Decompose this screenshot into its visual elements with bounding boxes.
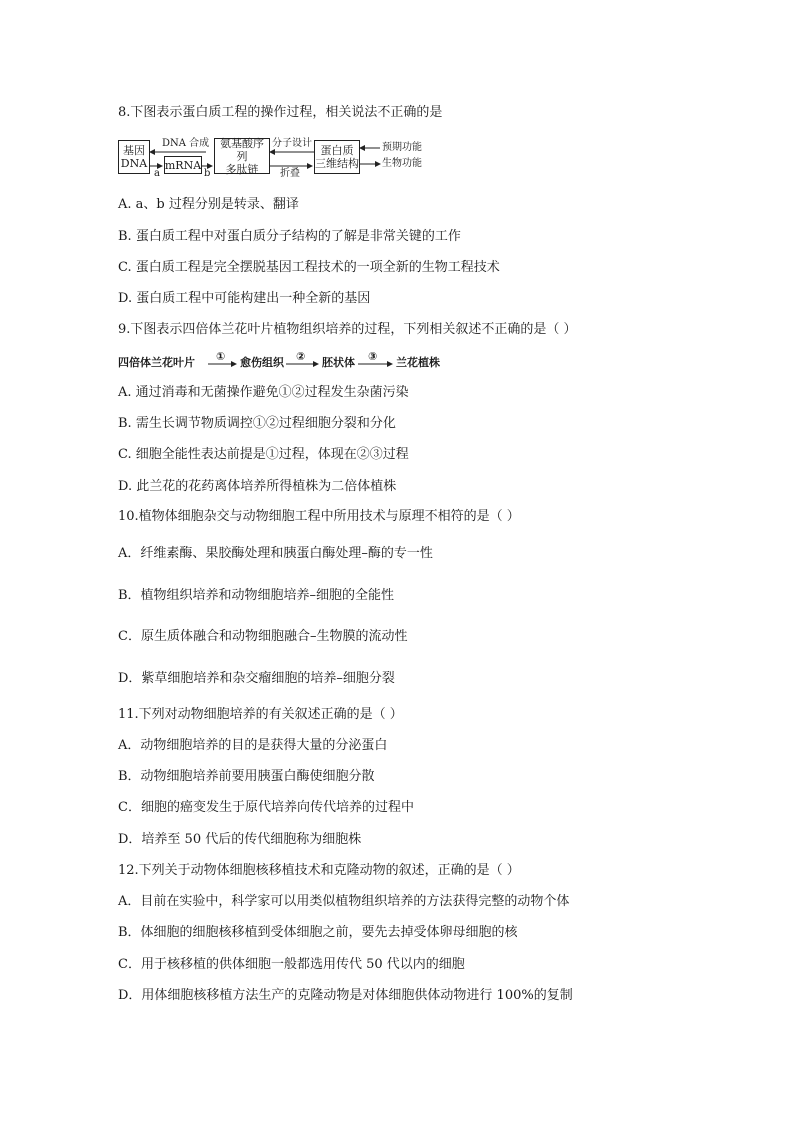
- q8-option-b: B. 蛋白质工程中对蛋白质分子结构的了解是非常关键的工作: [118, 229, 461, 244]
- question-8-stem: 8.下图表示蛋白质工程的操作过程，相关说法不正确的是: [118, 105, 443, 120]
- gene-dna-line-2: DNA: [120, 157, 148, 170]
- q12-option-a: A．目前在实验中，科学家可以用类似植物组织培养的方法获得完整的动物个体: [118, 894, 570, 909]
- folding-label: 折叠: [280, 168, 300, 179]
- amino-acid-sequence-box: [214, 138, 270, 174]
- flow-step-embryoid: 胚状体: [322, 356, 355, 369]
- q9-option-a: A. 通过消毒和无菌操作避免①②过程发生杂菌污染: [118, 385, 409, 400]
- q12-option-c: C．用于核移植的供体细胞一般都选用传代 50 代以内的细胞: [118, 957, 465, 972]
- label-a: a: [154, 168, 160, 179]
- q8-option-d: D. 蛋白质工程中可能构建出一种全新的基因: [118, 291, 371, 306]
- q10-option-c: C．原生质体融合和动物细胞融合–生物膜的流动性: [118, 629, 408, 644]
- q12-option-d: D．用体细胞核移植方法生产的克隆动物是对体细胞供体动物进行 100%的复制: [118, 988, 573, 1003]
- question-10-stem: 10.植物体细胞杂交与动物细胞工程中所用技术与原理不相符的是（ ）: [118, 509, 520, 524]
- protein-line-2: 三维结构: [315, 157, 359, 170]
- mrna-box: [164, 156, 202, 174]
- q11-option-d: D．培养至 50 代后的传代细胞称为细胞株: [118, 832, 362, 847]
- flow-circle-2: ②: [296, 350, 306, 363]
- protein-line-1: 蛋白质: [320, 144, 354, 157]
- protein-engineering-diagram: [118, 134, 422, 180]
- q9-option-b: B. 需生长调节物质调控①②过程细胞分裂和分化: [118, 416, 396, 431]
- gene-dna-line-1: 基因: [123, 144, 145, 157]
- molecular-design-label: 分子设计: [272, 138, 312, 149]
- q12-option-b: B．体细胞的细胞核移植到受体细胞之前，要先去掉受体卵母细胞的核: [118, 925, 518, 940]
- q11-option-c: C．细胞的癌变发生于原代培养向传代培养的过程中: [118, 800, 414, 815]
- question-12-stem: 12.下列关于动物体细胞核移植技术和克隆动物的叙述，正确的是（ ）: [118, 863, 520, 878]
- q8-option-a: A. a、b 过程分别是转录、翻译: [118, 197, 299, 212]
- orchid-culture-flow: [118, 350, 440, 370]
- q8-option-c: C. 蛋白质工程是完全摆脱基因工程技术的一项全新的生物工程技术: [118, 260, 500, 275]
- mrna-label: mRNA: [164, 158, 202, 172]
- flow-step-leaf: 四倍体兰花叶片: [118, 356, 195, 369]
- flow-circle-3: ③: [368, 350, 378, 363]
- bio-function-label: 生物功能: [382, 158, 422, 169]
- aa-seq-line-2: 多肽链: [225, 162, 259, 176]
- q9-option-c: C. 细胞全能性表达前提是①过程，体现在②③过程: [118, 447, 409, 462]
- dna-synthesis-label: DNA 合成: [162, 138, 210, 149]
- q11-option-b: B．动物细胞培养前要用胰蛋白酶使细胞分散: [118, 769, 375, 784]
- q10-option-a: A．纤维素酶、果胶酶处理和胰蛋白酶处理–酶的专一性: [118, 546, 433, 561]
- expected-function-label: 预期功能: [382, 142, 422, 153]
- label-b: b: [204, 168, 211, 179]
- question-11-stem: 11.下列对动物细胞培养的有关叙述正确的是（ ）: [118, 707, 403, 722]
- q10-option-b: B．植物组织培养和动物细胞培养–细胞的全能性: [118, 588, 395, 603]
- flow-circle-1: ①: [216, 350, 226, 363]
- gene-dna-box: [118, 140, 150, 174]
- flow-step-plant: 兰花植株: [396, 356, 440, 369]
- protein-structure-box: [314, 140, 360, 174]
- question-9-stem: 9.下图表示四倍体兰花叶片植物组织培养的过程，下列相关叙述不正确的是（ ）: [118, 322, 577, 337]
- q11-option-a: A．动物细胞培养的目的是获得大量的分泌蛋白: [118, 738, 388, 753]
- flow-step-callus: 愈伤组织: [240, 356, 284, 369]
- aa-seq-line-1: 氨基酸序列: [220, 136, 264, 163]
- q10-option-d: D．紫草细胞培养和杂交瘤细胞的培养–细胞分裂: [118, 671, 395, 686]
- q9-option-d: D. 此兰花的花药离体培养所得植株为二倍体植株: [118, 479, 397, 494]
